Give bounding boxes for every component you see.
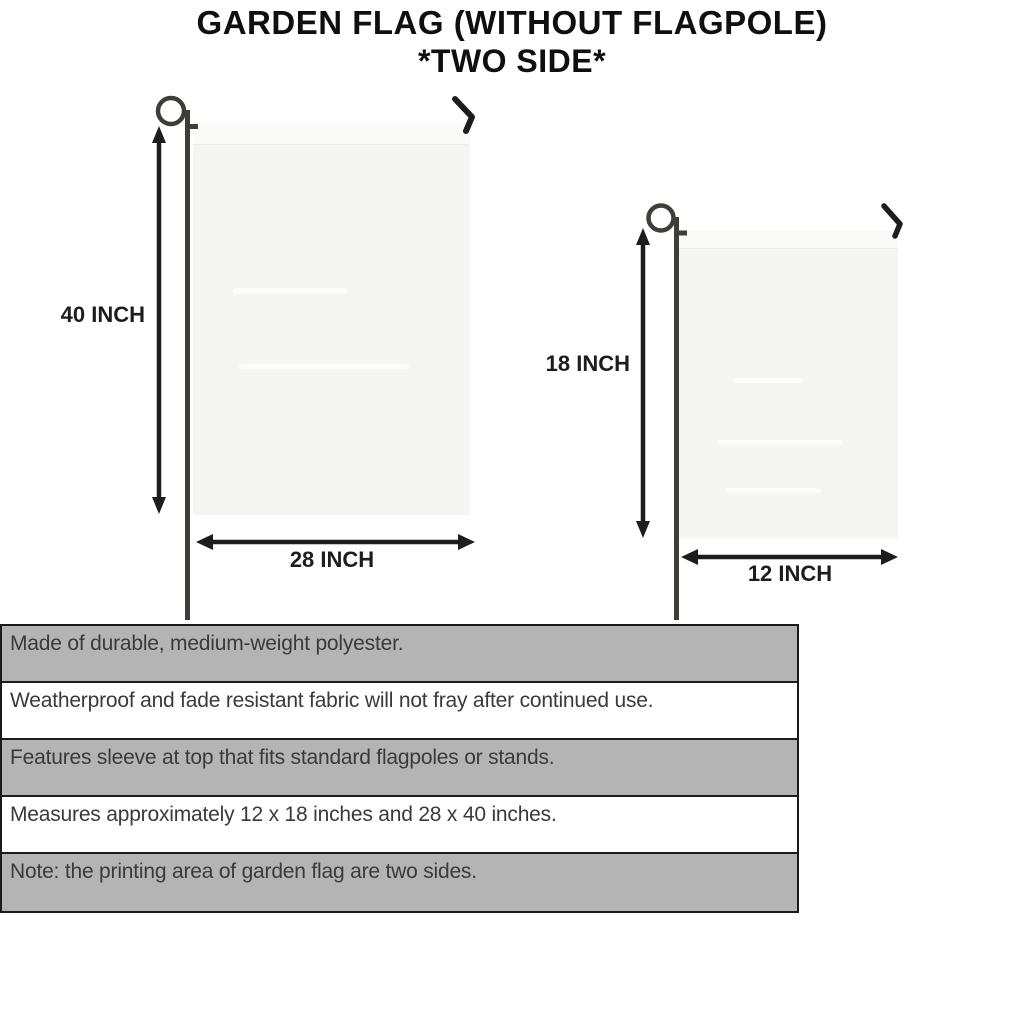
fabric-sheen-streak [233,288,348,294]
small-flag-width-label: 12 INCH [747,561,833,586]
spec-row-measurements: Measures approximately 12 x 18 inches and 28 x 40 inches. [2,797,797,854]
large-flagpole [158,98,198,620]
large-flag-height-label: 40 INCH [60,302,145,327]
title-line-1: GARDEN FLAG (WITHOUT FLAGPOLE) [196,4,828,41]
small-flag-panel [678,230,898,538]
small-flag-sleeve [678,230,898,249]
spec-table [0,624,799,913]
page-title [0,3,1024,80]
fabric-sheen-streak [733,378,803,383]
fabric-sheen-streak [718,440,843,445]
large-height-arrow [152,126,166,514]
large-flag-width-label: 28 INCH [289,547,375,572]
small-flag-height-label: 18 INCH [545,351,630,376]
title-line-2: *TWO SIDE* [417,43,607,79]
spec-row-note: Note: the printing area of garden flag are two sides. [2,854,797,911]
fabric-sheen-streak [726,488,821,493]
spec-row-material: Made of durable, medium-weight polyester. [2,626,797,683]
large-flag-sleeve [193,122,470,145]
small-height-arrow [636,228,650,538]
spec-row-sleeve: Features sleeve at top that fits standard flagpoles or stands. [2,740,797,797]
large-flag-panel [193,122,470,515]
fabric-sheen-streak [239,364,409,369]
spec-row-weatherproof: Weatherproof and fade resistant fabric will not fray after continued use. [2,683,797,740]
